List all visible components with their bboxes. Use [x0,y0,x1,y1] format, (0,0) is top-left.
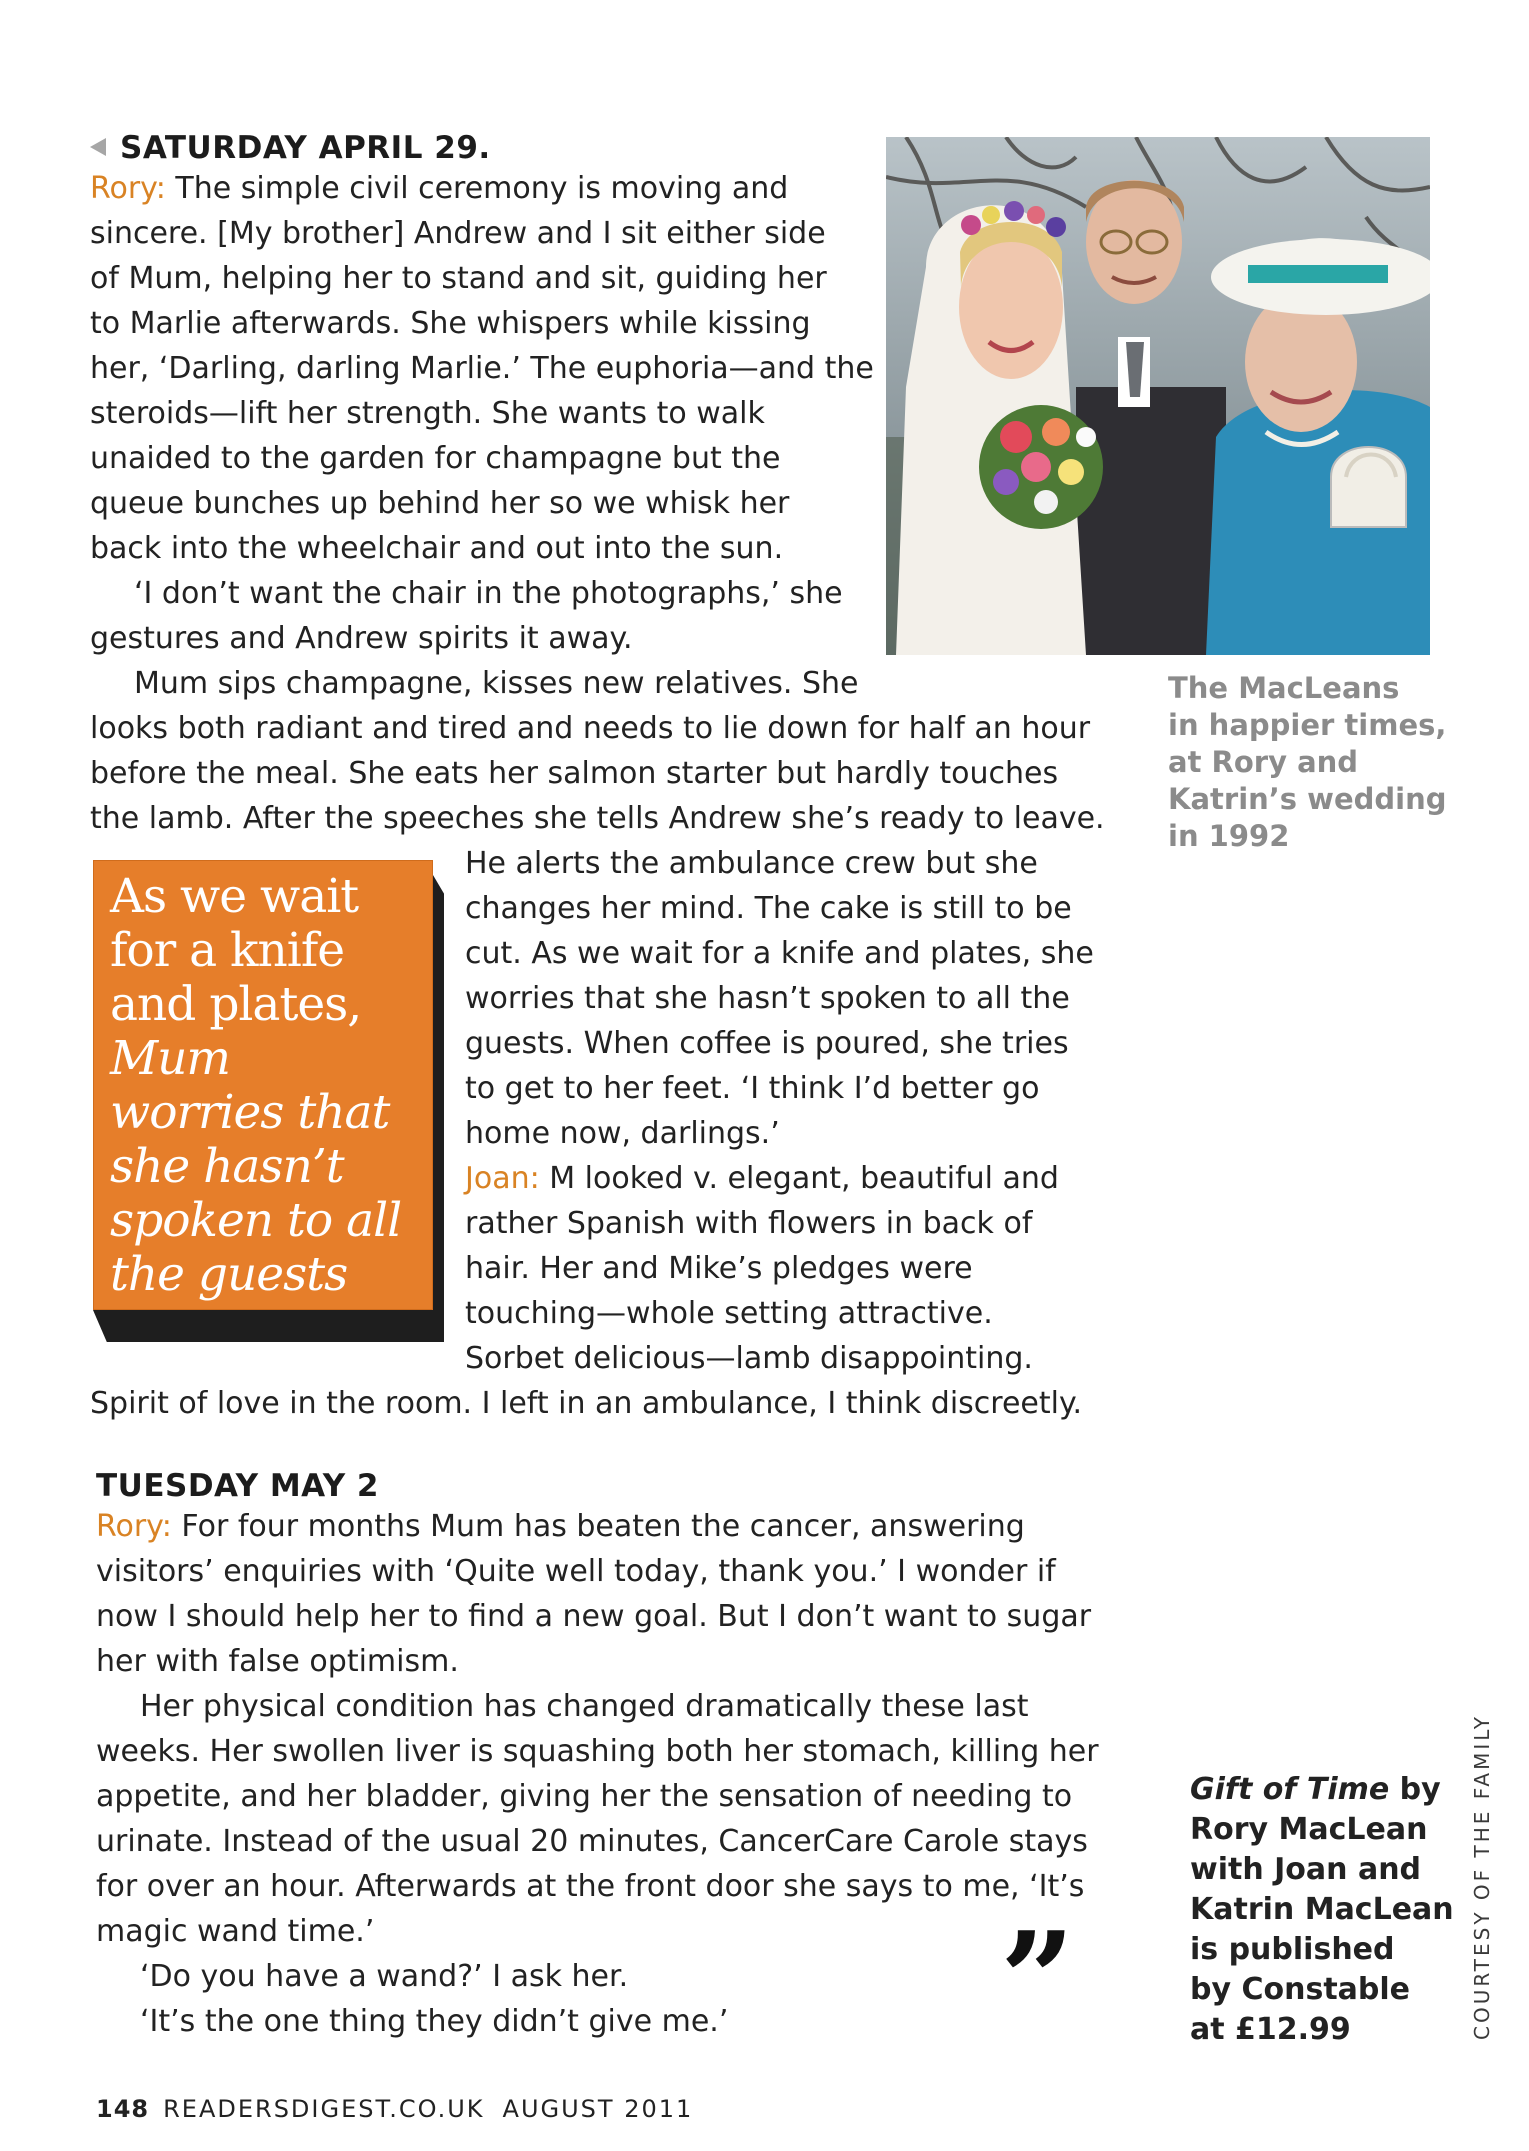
pullquote-line: Mum [110,1031,230,1086]
line-text: worries that she hasn’t spoken to all the [465,981,1070,1016]
line-text: touching—whole setting attractive. [465,1296,993,1331]
text-line [465,931,1105,976]
section-tuesday [96,1468,1099,2056]
pullquote-line: worries that [110,1085,390,1140]
book-note-line: is published [1190,1932,1395,1967]
line-text: home now, darlings.’ [465,1116,780,1151]
line-text: back into the wheelchair and out into the sun. [90,531,784,566]
closing-quote-mark: ” [1000,1903,1075,2056]
text-line [96,1954,1099,1999]
text-line [465,886,1105,931]
line-text: visitors’ enquiries with ‘Quite well today, thank you.’ I wonder if [96,1554,1056,1589]
line-text: guests. When coffee is poured, she tries [465,1026,1069,1061]
caption-line: in happier times, [1168,708,1447,742]
book-note-details [1190,1810,1454,2050]
line-text: cut. As we wait for a knife and plates, she [465,936,1094,971]
text-line [96,1864,1099,1909]
back-triangle-icon [90,138,106,156]
text-line [90,796,1105,841]
caption-line: The MacLeans [1168,671,1400,705]
text-line [96,1504,1099,1549]
line-text: For four months Mum has beaten the cancer, answering [171,1509,1025,1544]
line-text: appetite, and her bladder, giving her the sensation of needing to [96,1779,1073,1814]
pullquote-line: As we wait [110,869,359,924]
page-number: 148 [96,2095,150,2123]
line-text: ‘It’s the one thing they didn’t give me.’ [140,2004,729,2039]
line-text: unaided to the garden for champagne but the [90,441,781,476]
text-line [90,706,1105,751]
text-line [96,1684,1099,1729]
text-line [465,1291,1105,1336]
line-text: rather Spanish with flowers in back of [465,1206,1033,1241]
line-text: Mum sips champagne, kisses new relatives. She [134,666,859,701]
line-text: for over an hour. Afterwards at the front door she says to me, ‘It’s [96,1869,1085,1904]
book-note-line: Katrin MacLean [1190,1892,1454,1927]
line-text: weeks. Her swollen liver is squashing both her stomach, killing her [96,1734,1099,1769]
book-note-title-line [1190,1770,1454,1810]
text-line [465,1066,1105,1111]
line-text: now I should help her to find a new goal. But I don’t want to sugar [96,1599,1092,1634]
line-text: looks both radiant and tired and needs to lie down for half an hour [90,711,1091,746]
caption-line: at Rory and [1168,745,1359,779]
text-line [90,751,1105,796]
caption-line: in 1992 [1168,819,1290,853]
text-line [96,1729,1099,1774]
pullquote-side-shadow [433,875,444,1342]
line-text: steroids—lift her strength. She wants to walk [90,396,765,431]
page-footer [96,2095,693,2123]
text-line [465,1246,1105,1291]
photo-caption [1168,670,1447,855]
book-title: Gift of Time [1190,1772,1390,1807]
line-text: Her physical condition has changed dramatically these last [140,1689,1029,1724]
pullquote-line: spoken to all [110,1193,402,1248]
book-note-line: Rory MacLean [1190,1812,1428,1847]
pullquote-line: and plates, [110,977,362,1032]
line-text: Sorbet delicious—lamb disappointing. [465,1341,1033,1376]
text-line [465,1111,1105,1156]
book-note-line: by Constable [1190,1972,1411,2007]
pullquote-line: she hasn’t [110,1139,344,1194]
text-line [465,976,1105,1021]
line-text: The simple civil ceremony is moving and [165,171,789,206]
section-date-heading: SATURDAY APRIL 29. [90,130,1105,166]
line-text: urinate. Instead of the usual 20 minutes, CancerCare Carole stays [96,1824,1088,1859]
line-text: changes her mind. The cake is still to be [465,891,1072,926]
pullquote-bottom-shadow [93,1310,438,1342]
text-line [96,1639,1099,1684]
line-text: sincere. [My brother] Andrew and I sit either side [90,216,826,251]
text-line [90,1381,1105,1426]
line-text: her with false optimism. [96,1644,459,1679]
footer-site: READERSDIGEST.CO.UK [163,2095,485,2123]
pullquote-line: the guests [110,1247,348,1302]
speaker-label: Rory: [96,1509,172,1544]
pullquote-text [110,870,401,1302]
line-text: gestures and Andrew spirits it away. [90,621,633,656]
line-text: magic wand time.’ [96,1914,375,1949]
line-text: ‘Do you have a wand?’ I ask her. [140,1959,629,1994]
text-line [96,1819,1099,1864]
book-note [1190,1770,1454,2050]
caption-line: Katrin’s wedding [1168,782,1447,816]
text-line [465,1156,1105,1201]
text-line [465,1336,1105,1381]
section-body [96,1504,1099,2056]
section-date-heading: TUESDAY MAY 2 [96,1468,380,1504]
text-line [90,661,1105,706]
text-line [465,1201,1105,1246]
line-text: the lamb. After the speeches she tells Andrew she’s ready to leave. [90,801,1105,836]
speaker-label: Rory: [90,171,166,206]
footer-issue: AUGUST 2011 [502,2095,694,2123]
text-line [96,1774,1099,1819]
speaker-label: Joan: [465,1161,540,1196]
line-text: M looked v. elegant, beautiful and [539,1161,1059,1196]
line-text: to Marlie afterwards. She whispers while kissing [90,306,811,341]
text-line [96,1594,1099,1639]
line-text: before the meal. She eats her salmon starter but hardly touches [90,756,1059,791]
text-line [96,1909,1099,1954]
book-note-line: at £12.99 [1190,2012,1351,2047]
text-line [465,841,1105,886]
book-note-line: with Joan and [1190,1852,1422,1887]
line-text: of Mum, helping her to stand and sit, guiding her [90,261,827,296]
line-text: hair. Her and Mike’s pledges were [465,1251,973,1286]
line-text: Spirit of love in the room. I left in an ambulance, I think discreetly. [90,1386,1082,1421]
book-note-by: by [1389,1772,1441,1807]
text-line [96,1549,1099,1594]
line-text: her, ‘Darling, darling Marlie.’ The euphoria—and the [90,351,874,386]
line-text: to get to her feet. ‘I think I’d better go [465,1071,1040,1106]
text-line [465,1021,1105,1066]
wedding-photo [886,137,1430,655]
line-text: He alerts the ambulance crew but she [465,846,1038,881]
line-text: queue bunches up behind her so we whisk her [90,486,790,521]
pullquote-line: for a knife [110,923,345,978]
photo-credit: COURTESY OF THE FAMILY [1470,1714,1494,2040]
wedding-photo-illustration [886,137,1430,655]
text-line [96,1999,1099,2044]
line-text: ‘I don’t want the chair in the photographs,’ she [134,576,843,611]
